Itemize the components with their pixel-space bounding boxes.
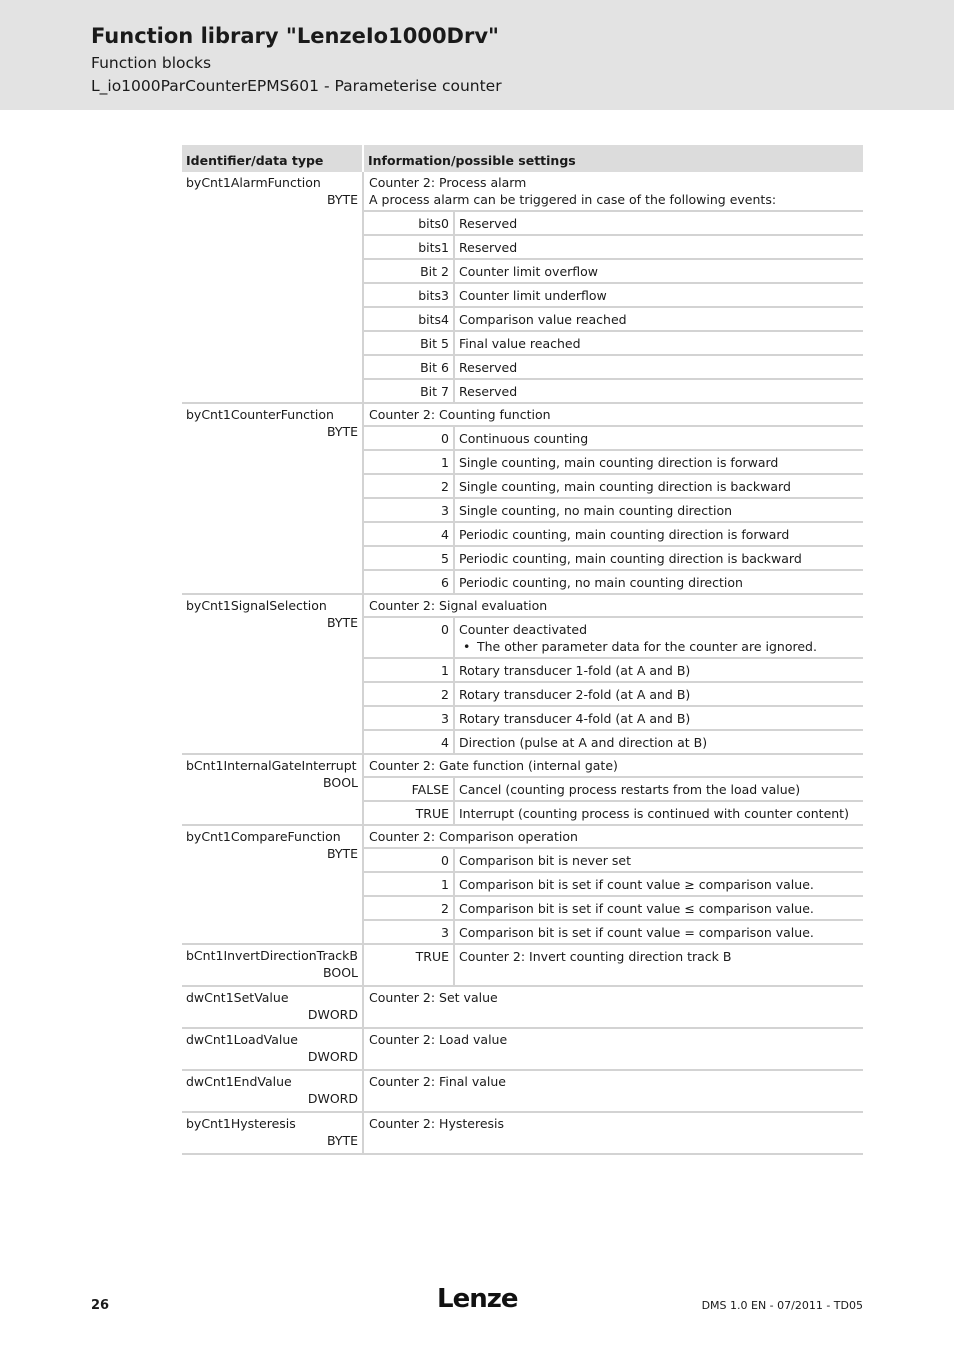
setting-value: 5 — [363, 546, 454, 570]
setting-value: TRUE — [363, 944, 454, 986]
setting-description-text: Reserved — [459, 360, 518, 375]
information-cell — [363, 594, 863, 617]
table-header-row — [182, 145, 863, 172]
information-text: Counter 2: Set value — [369, 990, 498, 1005]
information-cell — [363, 172, 863, 211]
identifier-data-type: DWORD — [307, 1049, 358, 1064]
information-text: Counter 2: Comparison operation — [369, 829, 578, 844]
setting-description — [454, 211, 863, 235]
setting-description-text: Comparison bit is set if count value ≥ comparison value. — [459, 877, 814, 892]
setting-description — [454, 546, 863, 570]
setting-description-text: Cancel (counting process restarts from the load value) — [459, 782, 801, 797]
setting-description — [454, 777, 863, 801]
setting-description-text: Single counting, main counting direction is backward — [459, 479, 791, 494]
table-row — [182, 594, 863, 617]
setting-description-text: Counter deactivated — [459, 622, 588, 637]
identifier-name: byCnt1AlarmFunction — [186, 175, 321, 190]
setting-description — [454, 307, 863, 331]
setting-description-text: Direction (pulse at A and direction at B) — [459, 735, 708, 750]
identifier-cell — [182, 403, 363, 594]
setting-description-text: Rotary transducer 1-fold (at A and B) — [459, 663, 691, 678]
page-subtitle-block: L_io1000ParCounterEPMS601 - Parameterise counter — [91, 77, 502, 95]
column-header-information: Information/possible settings — [363, 145, 863, 172]
setting-value: FALSE — [363, 777, 454, 801]
page-subtitle-section: Function blocks — [91, 54, 212, 72]
setting-description-text: Single counting, main counting direction is forward — [459, 455, 779, 470]
setting-description-text: Comparison bit is never set — [459, 853, 631, 868]
setting-description-text: Periodic counting, main counting direction is backward — [459, 551, 802, 566]
setting-description — [454, 730, 863, 754]
setting-description-text: Rotary transducer 4-fold (at A and B) — [459, 711, 691, 726]
setting-description-text: Continuous counting — [459, 431, 589, 446]
identifier-name: byCnt1Hysteresis — [186, 1116, 296, 1131]
setting-value: Bit 2 — [363, 259, 454, 283]
identifier-data-type: BYTE — [326, 1133, 358, 1148]
setting-value: Bit 5 — [363, 331, 454, 355]
setting-value: 2 — [363, 896, 454, 920]
identifier-cell — [182, 172, 363, 403]
setting-description — [454, 235, 863, 259]
spacer — [369, 1132, 859, 1149]
setting-value: bits4 — [363, 307, 454, 331]
information-text: Counter 2: Final value — [369, 1074, 506, 1089]
setting-note-bullet: • The other parameter data for the counter are ignored. — [459, 638, 859, 655]
identifier-cell — [182, 1070, 363, 1112]
spacer — [369, 1048, 859, 1065]
setting-description-text: Rotary transducer 2-fold (at A and B) — [459, 687, 691, 702]
setting-description-text: Interrupt (counting process is continued with counter content) — [459, 806, 849, 821]
setting-description-text: Final value reached — [459, 336, 581, 351]
setting-description — [454, 474, 863, 498]
setting-value: TRUE — [363, 801, 454, 825]
setting-value: 1 — [363, 872, 454, 896]
identifier-data-type: BOOL — [323, 775, 358, 790]
information-cell — [363, 754, 863, 777]
setting-description — [454, 379, 863, 403]
information-cell — [363, 1070, 863, 1112]
identifier-cell — [182, 594, 363, 754]
identifier-cell — [182, 825, 363, 944]
identifier-data-type: BYTE — [326, 192, 358, 207]
table-body — [182, 172, 863, 1154]
identifier-data-type: DWORD — [307, 1091, 358, 1106]
information-text: Counter 2: Process alarm — [369, 175, 527, 190]
table-row — [182, 403, 863, 426]
setting-description — [454, 259, 863, 283]
setting-description — [454, 682, 863, 706]
setting-description — [454, 617, 863, 658]
setting-description — [454, 658, 863, 682]
identifier-name: byCnt1CounterFunction — [186, 407, 334, 422]
information-text: Counter 2: Load value — [369, 1032, 508, 1047]
information-cell — [363, 825, 863, 848]
setting-value: 3 — [363, 498, 454, 522]
identifier-data-type: DWORD — [307, 1007, 358, 1022]
identifier-data-type: BOOL — [323, 965, 358, 980]
setting-description-text: Periodic counting, main counting direction is forward — [459, 527, 790, 542]
column-header-identifier: Identifier/data type — [182, 145, 363, 172]
parameter-table — [182, 145, 863, 1155]
spacer — [369, 1006, 859, 1023]
information-cell — [363, 403, 863, 426]
identifier-cell — [182, 1028, 363, 1070]
setting-description — [454, 450, 863, 474]
setting-value: 3 — [363, 920, 454, 944]
setting-value: bits0 — [363, 211, 454, 235]
setting-description-text: Counter limit underflow — [459, 288, 607, 303]
setting-value: 3 — [363, 706, 454, 730]
setting-description: Counter 2: Invert counting direction track B — [454, 944, 863, 986]
table-row — [182, 986, 863, 1028]
document-code: DMS 1.0 EN - 07/2011 - TD05 — [701, 1299, 863, 1312]
setting-value: 0 — [363, 617, 454, 658]
setting-value: 1 — [363, 450, 454, 474]
setting-value: 2 — [363, 682, 454, 706]
setting-value: Bit 7 — [363, 379, 454, 403]
page-header — [0, 0, 954, 110]
setting-description-text: Counter limit overflow — [459, 264, 599, 279]
lenze-logo: Lenze — [437, 1284, 518, 1314]
identifier-data-type: BYTE — [326, 846, 358, 861]
table-row — [182, 1112, 863, 1154]
identifier-name: dwCnt1SetValue — [186, 990, 289, 1005]
setting-value: bits1 — [363, 235, 454, 259]
identifier-name: byCnt1SignalSelection — [186, 598, 327, 613]
setting-description-text: Periodic counting, no main counting direction — [459, 575, 743, 590]
information-text: Counter 2: Counting function — [369, 407, 551, 422]
information-cell — [363, 1028, 863, 1070]
page-title: Function library "LenzeIo1000Drv" — [91, 24, 499, 48]
setting-description — [454, 355, 863, 379]
page-number: 26 — [91, 1298, 110, 1313]
table-row — [182, 944, 863, 986]
setting-description-text: Comparison bit is set if count value = comparison value. — [459, 925, 814, 940]
identifier-cell — [182, 986, 363, 1028]
setting-description — [454, 920, 863, 944]
setting-description-text: Reserved — [459, 216, 518, 231]
setting-value: Bit 6 — [363, 355, 454, 379]
identifier-name: bCnt1InvertDirectionTrackB — [186, 948, 358, 963]
setting-description — [454, 283, 863, 307]
information-text: Counter 2: Signal evaluation — [369, 598, 548, 613]
setting-value: 4 — [363, 522, 454, 546]
setting-value: 1 — [363, 658, 454, 682]
setting-description — [454, 872, 863, 896]
setting-description — [454, 570, 863, 594]
identifier-data-type: BYTE — [326, 615, 358, 630]
setting-value: 4 — [363, 730, 454, 754]
setting-value: bits3 — [363, 283, 454, 307]
setting-description — [454, 801, 863, 825]
identifier-name: dwCnt1EndValue — [186, 1074, 292, 1089]
identifier-name: bCnt1InternalGateInterrupt — [186, 758, 357, 773]
setting-description — [454, 706, 863, 730]
setting-description-text: Single counting, no main counting direction — [459, 503, 733, 518]
identifier-data-type: BYTE — [326, 424, 358, 439]
setting-value: 0 — [363, 848, 454, 872]
setting-description-text: Comparison value reached — [459, 312, 627, 327]
information-text: Counter 2: Gate function (internal gate) — [369, 758, 618, 773]
identifier-cell — [182, 944, 363, 986]
setting-description-text: Reserved — [459, 240, 518, 255]
table-row — [182, 825, 863, 848]
identifier-name: dwCnt1LoadValue — [186, 1032, 298, 1047]
setting-value: 2 — [363, 474, 454, 498]
setting-description — [454, 426, 863, 450]
setting-description — [454, 848, 863, 872]
setting-description-text: Reserved — [459, 384, 518, 399]
information-cell — [363, 986, 863, 1028]
table-row — [182, 1070, 863, 1112]
setting-description-text: Comparison bit is set if count value ≤ comparison value. — [459, 901, 814, 916]
setting-value: 0 — [363, 426, 454, 450]
identifier-name: byCnt1CompareFunction — [186, 829, 341, 844]
table-row — [182, 1028, 863, 1070]
setting-description — [454, 522, 863, 546]
setting-description — [454, 896, 863, 920]
setting-description — [454, 498, 863, 522]
information-text: Counter 2: Hysteresis — [369, 1116, 505, 1131]
setting-value: 6 — [363, 570, 454, 594]
information-cell — [363, 1112, 863, 1154]
table-row — [182, 172, 863, 211]
information-text-detail: A process alarm can be triggered in case of the following events: — [369, 192, 777, 207]
table-row — [182, 754, 863, 777]
spacer — [369, 1090, 859, 1107]
identifier-cell — [182, 754, 363, 825]
setting-description — [454, 331, 863, 355]
identifier-cell — [182, 1112, 363, 1154]
